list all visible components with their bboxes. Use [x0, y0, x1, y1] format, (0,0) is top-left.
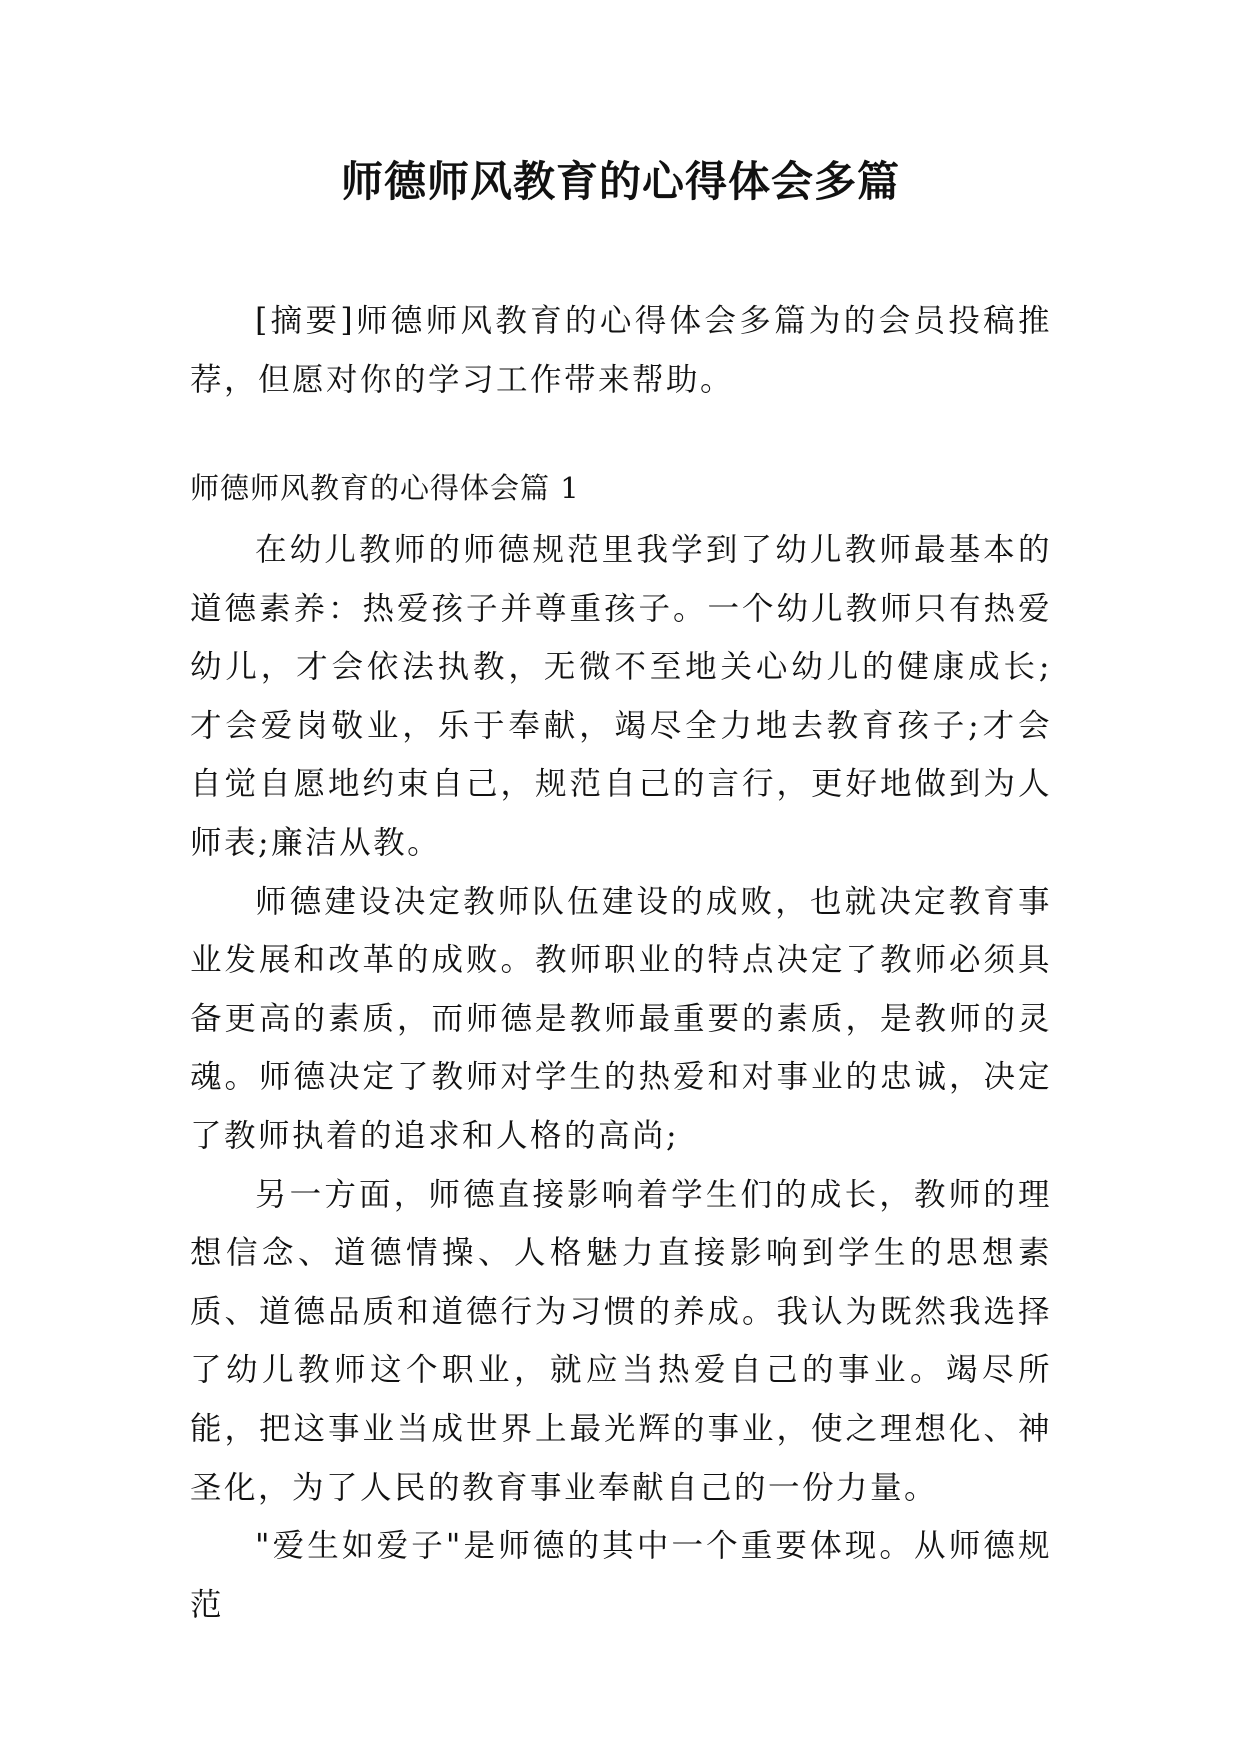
section-heading: 师德师风教育的心得体会篇 1	[190, 471, 580, 505]
abstract-paragraph: [摘要]师德师风教育的心得体会多篇为的会员投稿推荐，但愿对你的学习工作带来帮助。	[190, 303, 1052, 398]
body-paragraph: 在幼儿教师的师德规范里我学到了幼儿教师最基本的道德素养：热爱孩子并尊重孩子。一个幼儿教师只有热爱幼儿，才会依法执教，无微不至地关心幼儿的健康成长;才会爱岗敬业，乐于奉献，竭尽全力地去教育孩子;才会自觉自愿地约束自己，规范自己的言行，更好地做到为人师表;廉洁从教。	[190, 532, 1052, 861]
document-title: 师德师风教育的心得体会多篇	[340, 157, 900, 206]
body-paragraph: "爱生如爱子"是师德的其中一个重要体现。从师德规范	[190, 1528, 1052, 1623]
body-paragraph: 师德建设决定教师队伍建设的成败，也就决定教育事业发展和改革的成败。教师职业的特点决定了教师必须具备更高的素质，而师德是教师最重要的素质，是教师的灵魂。师德决定了教师对学生的热爱和对事业的忠诚，决定了教师执着的追求和人格的高尚;	[190, 883, 1052, 1154]
body-paragraph: 另一方面，师德直接影响着学生们的成长，教师的理想信念、道德情操、人格魅力直接影响到学生的思想素质、道德品质和道德行为习惯的养成。我认为既然我选择了幼儿教师这个职业，就应当热爱自己的事业。竭尽所能，把这事业当成世界上最光辉的事业，使之理想化、神圣化，为了人民的教育事业奉献自己的一份力量。	[190, 1176, 1052, 1506]
article-body	[190, 521, 1052, 1634]
